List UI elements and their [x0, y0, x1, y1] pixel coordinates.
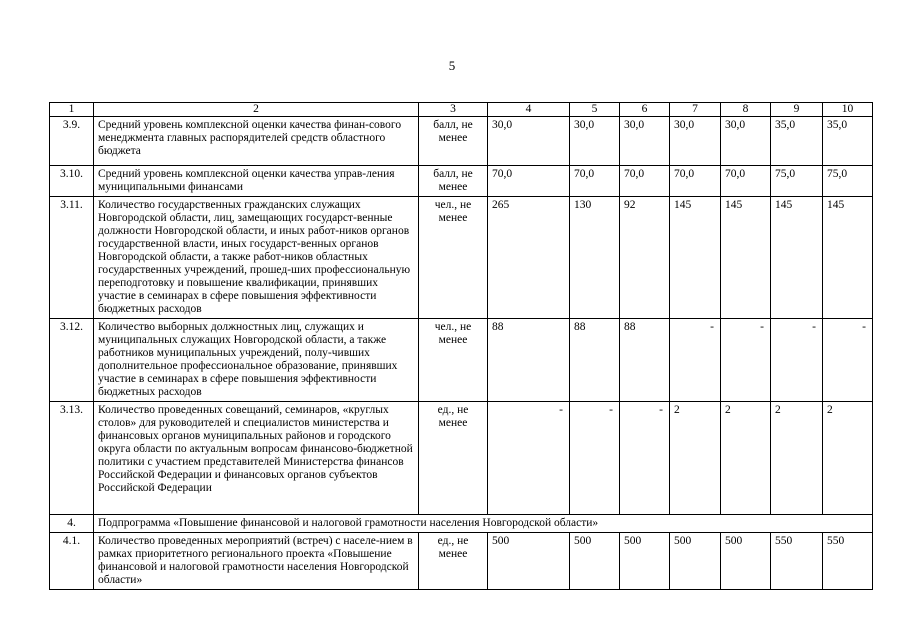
unit-cell: ед., не менее: [419, 533, 488, 590]
value-cell: 2: [771, 402, 823, 515]
value-cell: -: [570, 402, 620, 515]
column-header: 8: [721, 103, 771, 117]
unit-cell: чел., не менее: [419, 319, 488, 402]
section-row: [50, 515, 873, 533]
value-cell: -: [771, 319, 823, 402]
value-cell: 145: [721, 197, 771, 319]
value-cell: -: [670, 319, 721, 402]
value-cell: 145: [823, 197, 873, 319]
indicator-description: Количество проведенных совещаний, семинаров, «круглых столов» для руководителей и специалистов министерства и финансовых органов муниципальных районов и городского округа области по актуальным вопросам финансово-бюджетной политики с участием представителей Министерства финансов Российской Федерации и финансовых органов субъектов Российской Федерации: [94, 402, 419, 515]
row-number: 3.10.: [50, 166, 94, 197]
value-cell: -: [721, 319, 771, 402]
value-cell: 70,0: [488, 166, 570, 197]
value-cell: 2: [721, 402, 771, 515]
indicators-table: [49, 102, 873, 590]
value-cell: 70,0: [670, 166, 721, 197]
unit-cell: ед., не менее: [419, 402, 488, 515]
indicator-description: Количество проведенных мероприятий (встреч) с населе-нием в рамках приоритетного регионального проекта «Повышение финансовой и налоговой грамотности населения Новгородской области»: [94, 533, 419, 590]
page-number: 5: [448, 58, 456, 73]
value-cell: 92: [620, 197, 670, 319]
value-cell: 88: [488, 319, 570, 402]
value-cell: 88: [620, 319, 670, 402]
row-number: 3.9.: [50, 117, 94, 166]
value-cell: 550: [771, 533, 823, 590]
value-cell: 500: [670, 533, 721, 590]
table-row: [50, 319, 873, 402]
value-cell: 500: [570, 533, 620, 590]
value-cell: 2: [823, 402, 873, 515]
indicator-description: Количество государственных гражданских служащих Новгородской области, лиц, замещающих государст-венные должности Новгородской области, и иных работ-ников органов государственной власти, иных государст-венных органов Новгородской области, а также работ-ников областных государственных учреждений, прошед-ших профессиональную переподготовку и повышение квалификации, принявших участие в семинарах в сфере повышения эффективности бюджетных расходов: [94, 197, 419, 319]
unit-cell: балл, не менее: [419, 117, 488, 166]
column-header: 10: [823, 103, 873, 117]
unit-cell: чел., не менее: [419, 197, 488, 319]
value-cell: 500: [620, 533, 670, 590]
value-cell: 70,0: [570, 166, 620, 197]
value-cell: 35,0: [823, 117, 873, 166]
table-row: [50, 117, 873, 166]
table-row: [50, 197, 873, 319]
value-cell: 550: [823, 533, 873, 590]
value-cell: -: [488, 402, 570, 515]
value-cell: 30,0: [620, 117, 670, 166]
value-cell: 265: [488, 197, 570, 319]
table-row: [50, 533, 873, 590]
table-row: [50, 166, 873, 197]
value-cell: 75,0: [823, 166, 873, 197]
column-header: 3: [419, 103, 488, 117]
value-cell: 30,0: [570, 117, 620, 166]
column-header: 4: [488, 103, 570, 117]
row-number: 3.12.: [50, 319, 94, 402]
value-cell: 2: [670, 402, 721, 515]
value-cell: 70,0: [721, 166, 771, 197]
value-cell: 145: [771, 197, 823, 319]
value-cell: 75,0: [771, 166, 823, 197]
table-row: [50, 402, 873, 515]
column-number-row: [50, 103, 873, 117]
row-number: 3.13.: [50, 402, 94, 515]
column-header: 2: [94, 103, 419, 117]
value-cell: 30,0: [670, 117, 721, 166]
value-cell: 500: [721, 533, 771, 590]
row-number: 4.1.: [50, 533, 94, 590]
indicator-description: Средний уровень комплексной оценки качества управ-ления муниципальными финансами: [94, 166, 419, 197]
value-cell: 30,0: [721, 117, 771, 166]
section-number: 4.: [50, 515, 94, 533]
value-cell: 70,0: [620, 166, 670, 197]
value-cell: 35,0: [771, 117, 823, 166]
column-header: 1: [50, 103, 94, 117]
value-cell: -: [620, 402, 670, 515]
value-cell: 30,0: [488, 117, 570, 166]
value-cell: 130: [570, 197, 620, 319]
value-cell: 88: [570, 319, 620, 402]
value-cell: 500: [488, 533, 570, 590]
unit-cell: балл, не менее: [419, 166, 488, 197]
column-header: 6: [620, 103, 670, 117]
indicator-description: Количество выборных должностных лиц, служащих и муниципальных служащих Новгородской области, а также работников муниципальных учреждений, полу-чивших дополнительное профессиональное образование, принявших участие в семинарах в сфере повышения эффективности бюджетных расходов: [94, 319, 419, 402]
column-header: 7: [670, 103, 721, 117]
column-header: 5: [570, 103, 620, 117]
column-header: 9: [771, 103, 823, 117]
value-cell: -: [823, 319, 873, 402]
indicator-description: Средний уровень комплексной оценки качества финан-сового менеджмента главных распорядителей средств областного бюджета: [94, 117, 419, 166]
row-number: 3.11.: [50, 197, 94, 319]
value-cell: 145: [670, 197, 721, 319]
section-title: Подпрограмма «Повышение финансовой и налоговой грамотности населения Новгородской области»: [94, 515, 873, 533]
